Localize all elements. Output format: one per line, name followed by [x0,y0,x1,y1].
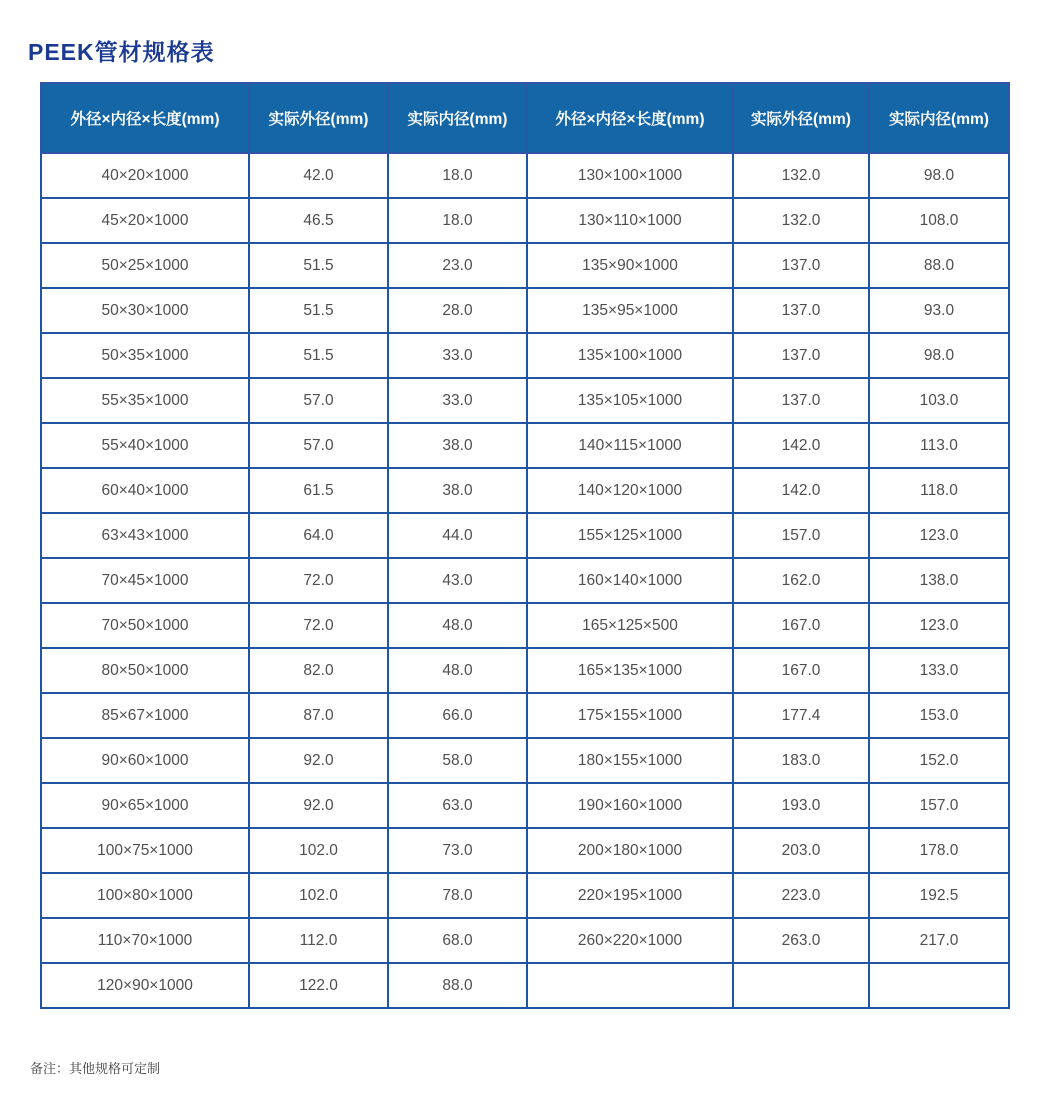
table-cell: 263.0 [733,918,869,963]
table-cell: 33.0 [388,378,527,423]
table-cell: 45×20×1000 [41,198,249,243]
table-row [41,198,1009,243]
table-cell: 135×90×1000 [527,243,733,288]
table-cell: 178.0 [869,828,1009,873]
table-cell: 138.0 [869,558,1009,603]
table-row [41,288,1009,333]
footnote: 备注：其他规格可定制 [30,1061,161,1076]
table-cell: 57.0 [249,423,388,468]
table-cell: 135×105×1000 [527,378,733,423]
table-cell: 103.0 [869,378,1009,423]
table-cell: 66.0 [388,693,527,738]
table-cell: 135×95×1000 [527,288,733,333]
table-cell: 203.0 [733,828,869,873]
table-cell: 132.0 [733,198,869,243]
table-cell: 51.5 [249,243,388,288]
table-row [41,963,1009,1008]
table-row [41,153,1009,198]
table-cell: 112.0 [249,918,388,963]
table-row [41,873,1009,918]
table-cell: 88.0 [869,243,1009,288]
table-cell: 80×50×1000 [41,648,249,693]
table-cell: 43.0 [388,558,527,603]
table-cell: 137.0 [733,243,869,288]
table-cell: 90×60×1000 [41,738,249,783]
table-cell: 93.0 [869,288,1009,333]
table-cell: 70×50×1000 [41,603,249,648]
table-cell [869,963,1009,1008]
table-cell: 183.0 [733,738,869,783]
table-row [41,918,1009,963]
table-cell: 38.0 [388,468,527,513]
table-cell: 48.0 [388,648,527,693]
table-row [41,423,1009,468]
table-cell: 88.0 [388,963,527,1008]
table-row [41,603,1009,648]
table-cell: 73.0 [388,828,527,873]
table-row [41,243,1009,288]
table-cell: 38.0 [388,423,527,468]
table-cell: 108.0 [869,198,1009,243]
table-cell: 63×43×1000 [41,513,249,558]
table-row [41,693,1009,738]
table-cell: 133.0 [869,648,1009,693]
table-cell: 165×125×500 [527,603,733,648]
table-cell: 167.0 [733,603,869,648]
table-cell [733,963,869,1008]
table-cell: 110×70×1000 [41,918,249,963]
table-cell: 113.0 [869,423,1009,468]
table-cell: 162.0 [733,558,869,603]
table-cell: 175×155×1000 [527,693,733,738]
table-cell: 28.0 [388,288,527,333]
column-header-0: 外径×内径×长度(mm) [41,83,249,153]
table-cell: 42.0 [249,153,388,198]
table-cell: 50×30×1000 [41,288,249,333]
table-cell: 177.4 [733,693,869,738]
table-cell: 92.0 [249,738,388,783]
table-cell: 152.0 [869,738,1009,783]
table-cell: 61.5 [249,468,388,513]
peek-pipe-spec-table [40,82,1010,1009]
table-cell: 18.0 [388,153,527,198]
table-cell: 50×25×1000 [41,243,249,288]
table-cell: 102.0 [249,828,388,873]
table-cell: 200×180×1000 [527,828,733,873]
table-cell: 142.0 [733,468,869,513]
table-cell: 48.0 [388,603,527,648]
table-row [41,333,1009,378]
table-cell: 180×155×1000 [527,738,733,783]
table-cell: 55×35×1000 [41,378,249,423]
table-cell: 122.0 [249,963,388,1008]
column-header-1: 实际外径(mm) [249,83,388,153]
table-cell: 132.0 [733,153,869,198]
table-cell: 63.0 [388,783,527,828]
table-cell: 157.0 [869,783,1009,828]
table-cell: 153.0 [869,693,1009,738]
table-cell: 130×100×1000 [527,153,733,198]
table-cell: 72.0 [249,603,388,648]
table-cell: 137.0 [733,333,869,378]
table-cell: 57.0 [249,378,388,423]
table-cell: 60×40×1000 [41,468,249,513]
table-cell: 220×195×1000 [527,873,733,918]
table-cell: 90×65×1000 [41,783,249,828]
table-cell: 123.0 [869,603,1009,648]
table-row [41,378,1009,423]
table-cell: 137.0 [733,378,869,423]
table-cell: 155×125×1000 [527,513,733,558]
header-row [41,83,1009,153]
table-row [41,468,1009,513]
table-cell: 118.0 [869,468,1009,513]
table-cell: 51.5 [249,288,388,333]
table-cell: 142.0 [733,423,869,468]
table-row [41,828,1009,873]
table-cell: 100×75×1000 [41,828,249,873]
table-cell: 157.0 [733,513,869,558]
table-cell: 51.5 [249,333,388,378]
table-cell: 260×220×1000 [527,918,733,963]
table-cell: 50×35×1000 [41,333,249,378]
table-cell: 137.0 [733,288,869,333]
table-body [41,153,1009,1008]
table-cell: 167.0 [733,648,869,693]
table-cell: 160×140×1000 [527,558,733,603]
table-cell: 98.0 [869,333,1009,378]
table-cell: 92.0 [249,783,388,828]
table-cell: 82.0 [249,648,388,693]
table-cell: 120×90×1000 [41,963,249,1008]
table-cell: 23.0 [388,243,527,288]
table-cell: 165×135×1000 [527,648,733,693]
table-cell: 68.0 [388,918,527,963]
table-cell: 33.0 [388,333,527,378]
table-cell: 190×160×1000 [527,783,733,828]
table-cell: 135×100×1000 [527,333,733,378]
column-header-5: 实际内径(mm) [869,83,1009,153]
table-cell: 70×45×1000 [41,558,249,603]
column-header-2: 实际内径(mm) [388,83,527,153]
table-cell: 130×110×1000 [527,198,733,243]
table-cell: 72.0 [249,558,388,603]
table-row [41,558,1009,603]
table-row [41,783,1009,828]
table-cell: 140×115×1000 [527,423,733,468]
table-cell: 78.0 [388,873,527,918]
table-cell: 58.0 [388,738,527,783]
table-cell: 140×120×1000 [527,468,733,513]
table-header-row [41,83,1009,153]
table-row [41,738,1009,783]
table-row [41,648,1009,693]
table-cell: 85×67×1000 [41,693,249,738]
table-cell: 64.0 [249,513,388,558]
table-cell: 102.0 [249,873,388,918]
table-cell: 87.0 [249,693,388,738]
table-cell: 192.5 [869,873,1009,918]
table-cell: 40×20×1000 [41,153,249,198]
table-cell: 100×80×1000 [41,873,249,918]
table-cell: 217.0 [869,918,1009,963]
table-cell: 55×40×1000 [41,423,249,468]
table-row [41,513,1009,558]
column-header-3: 外径×内径×长度(mm) [527,83,733,153]
table-cell: 98.0 [869,153,1009,198]
table-cell [527,963,733,1008]
table-cell: 193.0 [733,783,869,828]
page-title: PEEK管材规格表 [28,39,215,65]
table-cell: 18.0 [388,198,527,243]
table-cell: 46.5 [249,198,388,243]
column-header-4: 实际外径(mm) [733,83,869,153]
table-cell: 223.0 [733,873,869,918]
table-cell: 123.0 [869,513,1009,558]
table-cell: 44.0 [388,513,527,558]
